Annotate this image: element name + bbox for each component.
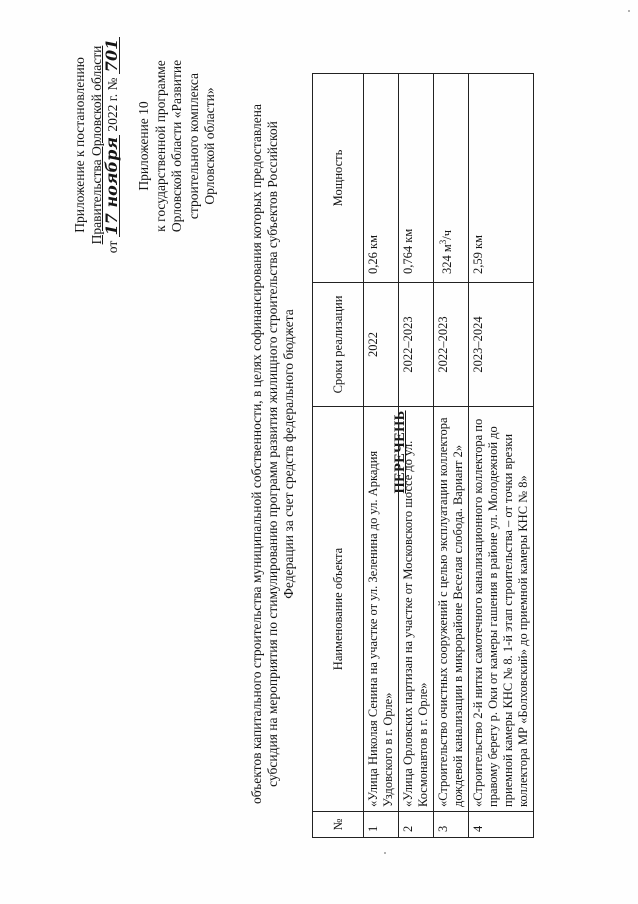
row-capacity: 0,26 км <box>364 74 399 283</box>
table-row <box>469 74 534 838</box>
row-number: 1 <box>364 812 399 838</box>
table-row <box>434 74 469 838</box>
objects-table <box>312 73 534 838</box>
row-period: 2022–2023 <box>434 283 469 407</box>
row-number: 4 <box>469 812 534 838</box>
subtitle-line-1: объектов капитального строительства муниципальной собственности, в целях софинансирования которых предоставлена <box>249 104 264 804</box>
col-header-capacity: Мощность <box>313 74 364 283</box>
date-year: 2022 г. № <box>105 77 120 132</box>
subtitle-line-3: Федерации за счет средств федерального бюджета <box>281 309 296 599</box>
row-name: «Улица Орловских партизан на участке от Московского шоссе до ул. Космонавтов в г. Орле» <box>399 407 434 812</box>
row-name: «Улица Николая Сенина на участке от ул. Зеленина до ул. Аркадия Уздовского в г. Орле» <box>364 407 399 812</box>
row-number: 3 <box>434 812 469 838</box>
row-capacity <box>434 74 469 283</box>
col-header-number: № <box>313 812 364 838</box>
table-header-row <box>313 74 364 838</box>
row-period: 2022–2023 <box>399 283 434 407</box>
program-appendix <box>136 56 219 236</box>
table-row <box>364 74 399 838</box>
row-name: «Строительство 2-й нитки самотечного канализационного коллектора по правому берегу р. Оки от камеры гашения в районе ул. Молодежной до приемной камеры КНС № 8. 1-й этап строительства – от точки врезки коллектора МР «Болховский» до приемной камеры КНС № 8» <box>469 407 534 812</box>
document-title: ПЕРЕЧЕНЬ <box>392 410 408 494</box>
appendix-title: Приложение к постановлению <box>72 57 87 233</box>
capacity-value: 324 <box>440 255 455 274</box>
date-prefix: от <box>105 240 120 254</box>
scan-speck <box>628 10 630 12</box>
appendix-issuer-text: Правительства Орловской области <box>88 45 104 245</box>
appendix-date-line <box>102 34 122 256</box>
col-header-period: Сроки реализации <box>313 283 364 407</box>
row-period: 2022 <box>364 283 399 407</box>
program-line-4: строительного комплекса <box>185 72 201 220</box>
col-header-name: Наименование объекта <box>313 407 364 812</box>
row-capacity: 2,59 км <box>469 74 534 283</box>
document-subtitle <box>249 94 297 814</box>
handwritten-number: 701 <box>102 38 121 73</box>
handwritten-date: 17 ноября <box>102 136 121 236</box>
appendix-heading <box>72 34 122 256</box>
program-line-2: к государственной программе <box>152 60 168 232</box>
capacity-unit: $м^3/ч$ <box>438 229 455 253</box>
row-number: 2 <box>399 812 434 838</box>
program-line-3: Орловской области «Развитие <box>169 59 184 233</box>
table-row <box>399 74 434 838</box>
scan-speck <box>384 852 386 854</box>
row-name: «Строительство очистных сооружений с целью эксплуатации коллектора дождевой канализации в микрорайоне Веселая слобода. Вариант 2» <box>434 407 469 812</box>
program-line-1: Приложение 10 <box>136 101 151 191</box>
row-capacity: 0,764 км <box>399 74 434 283</box>
subtitle-line-2: субсидия на мероприятия по стимулированию программ развития жилищного строительства субъектов Российской <box>265 121 280 787</box>
program-line-5: Орловской области» <box>202 87 217 205</box>
row-period: 2023–2024 <box>469 283 534 407</box>
